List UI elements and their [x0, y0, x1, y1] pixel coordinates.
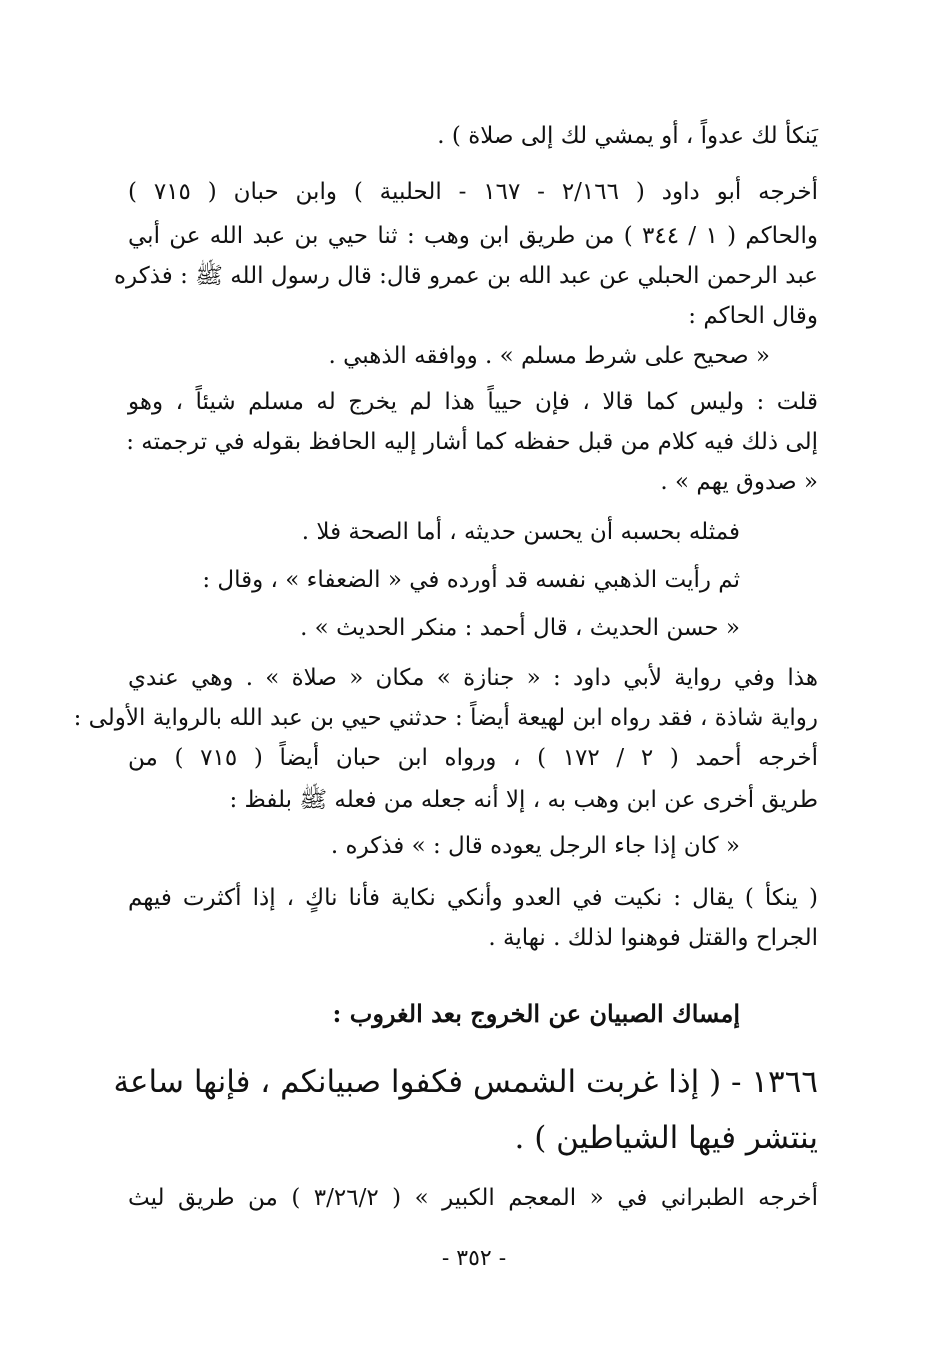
text-line: رواية شاذة ، فقد رواه ابن لهيعة أيضاً : حدثني حيي بن عبد الله بالرواية الأولى : — [73, 705, 818, 731]
text-line: يَنكأ لك عدواً ، أو يمشي لك إلى صلاة ) . — [437, 123, 818, 149]
text-line: قلت : وليس كما قالا ، فإن حيياً هذا لم يخرج له مسلم شيئاً ، وهو — [128, 389, 818, 415]
text-line: أخرجه أحمد ( ٢ / ١٧٢ ) ، ورواه ابن حبان أيضاً ( ٧١٥ ) من — [128, 745, 818, 771]
text-line: « كان إذا جاء الرجل يعوده قال : » فذكره . — [330, 833, 740, 859]
text-line: فمثله بحسبه أن يحسن حديثه ، أما الصحة فلا . — [301, 519, 740, 545]
text-line: وقال الحاكم : — [688, 303, 818, 329]
text-line: هذا وفي رواية لأبي داود : « جنازة » مكان « صلاة » . وهي عندي — [128, 665, 818, 691]
text-line: والحاكم ( ١ / ٣٤٤ ) من طريق ابن وهب : ثنا حيي بن عبد الله عن أبي — [128, 223, 819, 249]
text-line: أخرجه أبو داود ( ٢/١٦٦ - ١٦٧ - الحلبية ) وابن حبان ( ٧١٥ ) — [128, 179, 818, 205]
text-line: أخرجه الطبراني في « المعجم الكبير » ( ٣/٢٦/٢ ) من طريق ليث — [128, 1185, 818, 1211]
text-line: « حسن الحديث ، قال أحمد : منكر الحديث » . — [300, 615, 740, 641]
text-line: عبد الرحمن الحبلي عن عبد الله بن عمرو قال: قال رسول الله ﷺ : فذكره — [114, 263, 818, 289]
text-line: إلى ذلك فيه كلام من قبل حفظه كما أشار إليه الحافظ بقوله في ترجمته : — [126, 429, 818, 455]
text-line: ( ينكأ ) يقال : نكيت في العدو وأنكي نكاية فأنا ناكٍ ، إذا أكثرت فيهم — [128, 885, 818, 911]
text-line: « صدوق يهم » . — [660, 469, 818, 495]
text-line: « صحيح على شرط مسلم » . ووافقه الذهبي . — [328, 343, 770, 369]
text-line: ثم رأيت الذهبي نفسه قد أورده في « الضعفاء » ، وقال : — [202, 567, 740, 593]
text-line: طريق أخرى عن ابن وهب به ، إلا أنه جعله من فعله ﷺ بلفظ : — [229, 787, 818, 813]
hadith-line: ١٣٦٦ - ( إذا غربت الشمس فكفوا صبيانكم ، فإنها ساعة — [113, 1064, 818, 1100]
page-number: - ٣٥٢ - — [441, 1246, 507, 1271]
text-line: الجراح والقتل فوهنوا لذلك . نهاية . — [488, 925, 818, 951]
section-heading: إمساك الصبيان عن الخروج بعد الغروب : — [332, 999, 740, 1028]
hadith-line: ينتشر فيها الشياطين ) . — [514, 1120, 818, 1156]
